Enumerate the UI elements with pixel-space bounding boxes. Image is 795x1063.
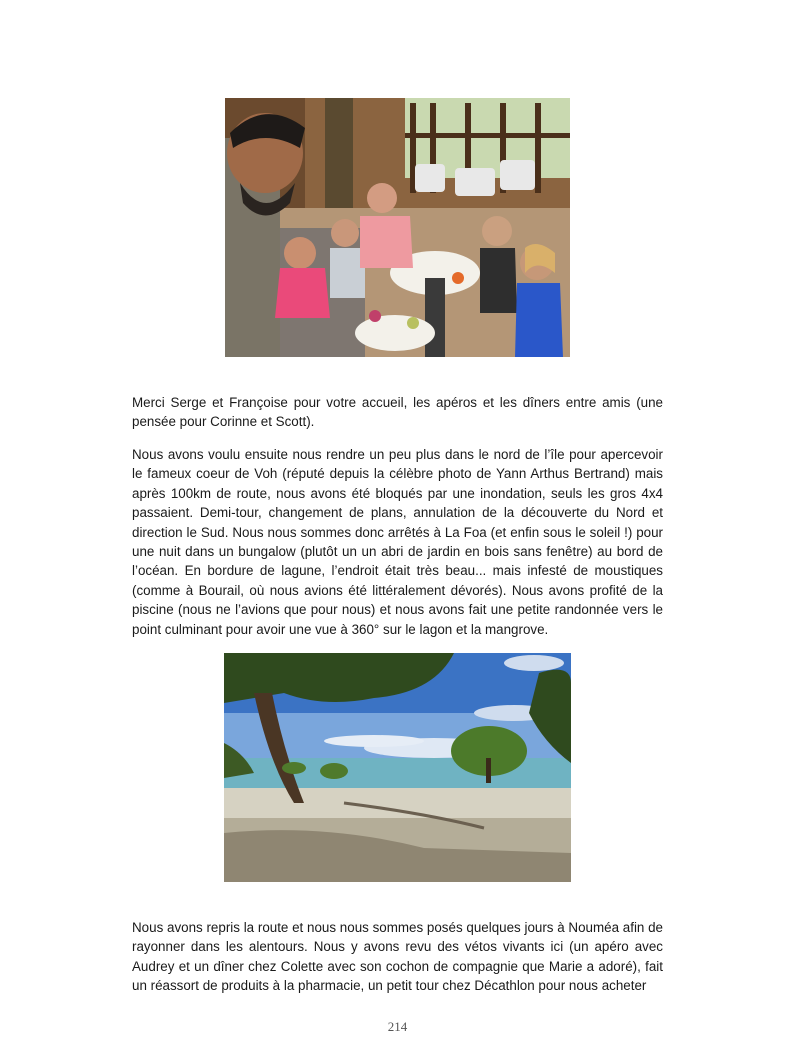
page-number: 214 <box>387 1019 408 1034</box>
cafe-selfie-photo <box>225 98 570 357</box>
paragraph-thanks: Merci Serge et Françoise pour votre accueil, les apéros et les dîners entre amis (une pensée pour Corinne et Scott). <box>132 395 663 430</box>
lagoon-mangrove-photo <box>224 653 571 882</box>
paragraph-voh-la-foa: Nous avons voulu ensuite nous rendre un peu plus dans le nord de l’île pour apercevoir le fameux coeur de Voh (réputé depuis la célèbre photo de Yann Arthus Bertrand) mais après 100km de route, nous avons été bloqués par une inondation, seuls les gros 4x4 passaient. Demi-tour, changement de plans, annulation de la découverte du Nord et direction le Sud. Nous nous sommes donc arrêtés à La Foa (et enfin sous le soleil !) pour une nuit dans un bungalow (plutôt un un abri de jardin en bois sans fenêtre) au bord de l’océan. En bordure de lagune, l’endroit était très beau... mais infesté de moustiques (comme à Bourail, où nous avions été littéralement dévorés). Nous avons profité de la piscine (nous ne l’avions que pour nous) et nous avons fait une petite randonnée vers le point culminant pour avoir une vue à 360° sur le lagon et la mangrove. <box>132 447 663 637</box>
paragraph-noumea: Nous avons repris la route et nous nous sommes posés quelques jours à Nouméa afin de rayonner dans les alentours. Nous y avons revu des vétos vivants ici (un apéro avec Audrey et un dîner chez Colette avec son cochon de compagnie que Marie a adoré), fait un réassort de produits à la pharmacie, un petit tour chez Décathlon pour nous acheter <box>132 920 663 994</box>
